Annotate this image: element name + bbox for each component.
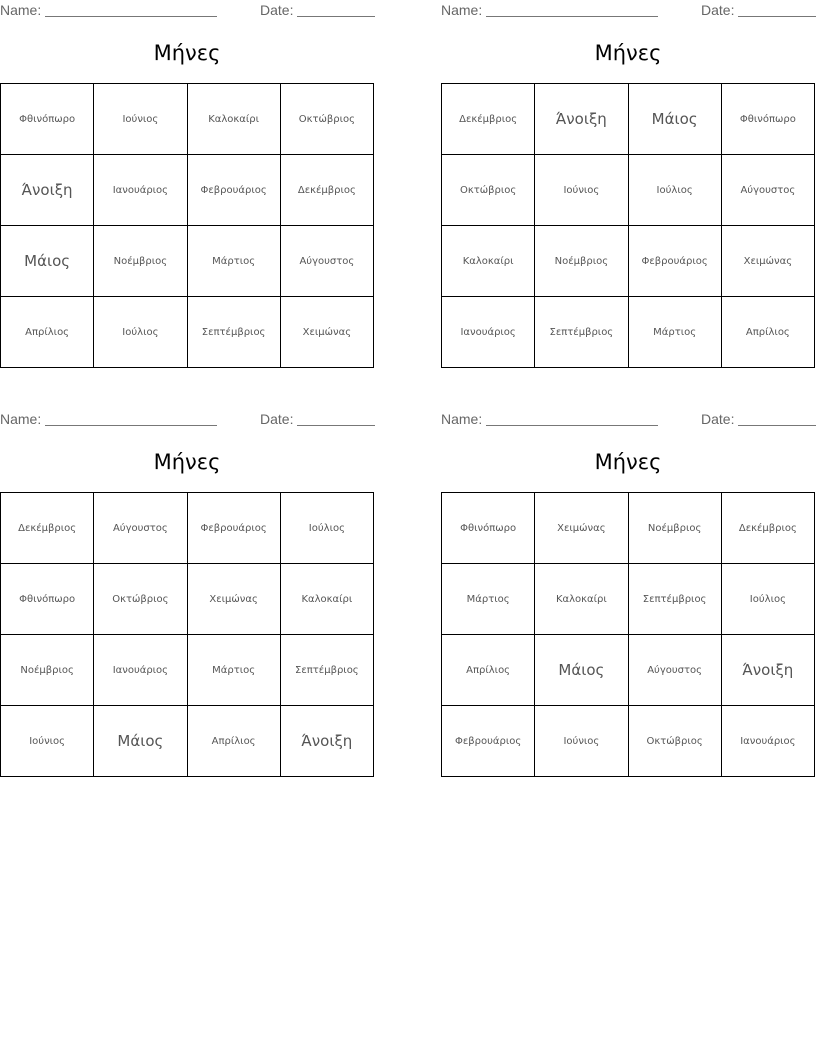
name-blank-line[interactable] — [486, 16, 658, 17]
grid-cell[interactable]: Ιανουάριος — [94, 635, 187, 706]
grid-cell[interactable]: Φθινόπωρο — [721, 84, 814, 155]
grid-row — [442, 226, 815, 297]
grid-cell[interactable]: Ιούλιος — [721, 564, 814, 635]
date-blank-line[interactable] — [297, 425, 375, 426]
grid-row — [1, 84, 374, 155]
grid-cell[interactable]: Αύγουστος — [280, 226, 373, 297]
grid-cell[interactable]: Νοέμβριος — [535, 226, 628, 297]
grid-cell[interactable]: Δεκέμβριος — [442, 84, 535, 155]
card-header — [0, 2, 376, 20]
grid-cell[interactable]: Αύγουστος — [721, 155, 814, 226]
grid-cell[interactable]: Σεπτέμβριος — [628, 564, 721, 635]
grid-cell[interactable]: Μάρτιος — [628, 297, 721, 368]
grid-cell[interactable]: Δεκέμβριος — [1, 493, 94, 564]
grid-row — [1, 564, 374, 635]
date-label: Date: — [701, 2, 735, 18]
bingo-grid — [0, 83, 374, 368]
grid-row — [442, 155, 815, 226]
grid-cell[interactable]: Φεβρουάριος — [187, 155, 280, 226]
grid-cell[interactable]: Καλοκαίρι — [442, 226, 535, 297]
grid-row — [442, 84, 815, 155]
grid-cell[interactable]: Σεπτέμβριος — [535, 297, 628, 368]
card-header — [441, 2, 816, 20]
grid-cell[interactable]: Αύγουστος — [628, 635, 721, 706]
date-blank-line[interactable] — [738, 425, 816, 426]
grid-cell[interactable]: Φεβρουάριος — [187, 493, 280, 564]
grid-cell[interactable]: Ιούλιος — [94, 297, 187, 368]
grid-cell[interactable]: Σεπτέμβριος — [280, 635, 373, 706]
grid-cell[interactable]: Απρίλιος — [1, 297, 94, 368]
grid-cell[interactable]: Φεβρουάριος — [442, 706, 535, 777]
grid-row — [1, 226, 374, 297]
grid-cell[interactable]: Ιανουάριος — [94, 155, 187, 226]
grid-cell[interactable]: Άνοιξη — [280, 706, 373, 777]
grid-cell[interactable]: Δεκέμβριος — [721, 493, 814, 564]
grid-cell[interactable]: Ιούνιος — [94, 84, 187, 155]
grid-cell[interactable]: Φθινόπωρο — [1, 564, 94, 635]
card-title: Μήνες — [153, 450, 221, 474]
name-label: Name: — [0, 2, 42, 18]
name-label: Name: — [441, 2, 483, 18]
grid-row — [1, 297, 374, 368]
grid-cell[interactable]: Φθινόπωρο — [1, 84, 94, 155]
grid-cell[interactable]: Οκτώβριος — [628, 706, 721, 777]
grid-cell[interactable]: Ιανουάριος — [721, 706, 814, 777]
date-label: Date: — [701, 411, 735, 427]
grid-row — [1, 706, 374, 777]
card-header — [0, 411, 376, 429]
grid-cell[interactable]: Απρίλιος — [721, 297, 814, 368]
name-blank-line[interactable] — [45, 16, 217, 17]
card-title: Μήνες — [153, 41, 221, 65]
grid-cell[interactable]: Ιούνιος — [535, 706, 628, 777]
grid-cell[interactable]: Χειμώνας — [280, 297, 373, 368]
date-label: Date: — [260, 411, 294, 427]
bingo-grid — [441, 492, 815, 777]
card-title: Μήνες — [594, 450, 662, 474]
grid-cell[interactable]: Άνοιξη — [721, 635, 814, 706]
grid-cell[interactable]: Νοέμβριος — [94, 226, 187, 297]
grid-cell[interactable]: Ιούλιος — [280, 493, 373, 564]
grid-cell[interactable]: Νοέμβριος — [628, 493, 721, 564]
grid-cell[interactable]: Σεπτέμβριος — [187, 297, 280, 368]
grid-cell[interactable]: Μάιος — [535, 635, 628, 706]
grid-cell[interactable]: Φεβρουάριος — [628, 226, 721, 297]
card-title: Μήνες — [594, 41, 662, 65]
date-blank-line[interactable] — [738, 16, 816, 17]
grid-cell[interactable]: Δεκέμβριος — [280, 155, 373, 226]
grid-cell[interactable]: Οκτώβριος — [94, 564, 187, 635]
grid-row — [1, 155, 374, 226]
grid-cell[interactable]: Ιανουάριος — [442, 297, 535, 368]
grid-cell[interactable]: Άνοιξη — [535, 84, 628, 155]
grid-row — [442, 564, 815, 635]
grid-cell[interactable]: Καλοκαίρι — [280, 564, 373, 635]
grid-cell[interactable]: Ιούνιος — [1, 706, 94, 777]
grid-row — [442, 297, 815, 368]
grid-cell[interactable]: Καλοκαίρι — [535, 564, 628, 635]
grid-cell[interactable]: Μάρτιος — [187, 635, 280, 706]
grid-cell[interactable]: Μάρτιος — [442, 564, 535, 635]
grid-cell[interactable]: Νοέμβριος — [1, 635, 94, 706]
grid-cell[interactable]: Φθινόπωρο — [442, 493, 535, 564]
grid-cell[interactable]: Ιούλιος — [628, 155, 721, 226]
grid-cell[interactable]: Αύγουστος — [94, 493, 187, 564]
date-label: Date: — [260, 2, 294, 18]
grid-cell[interactable]: Χειμώνας — [721, 226, 814, 297]
grid-row — [442, 706, 815, 777]
grid-cell[interactable]: Άνοιξη — [1, 155, 94, 226]
grid-row — [1, 635, 374, 706]
grid-cell[interactable]: Μάιος — [94, 706, 187, 777]
grid-row — [442, 635, 815, 706]
grid-cell[interactable]: Μάιος — [1, 226, 94, 297]
grid-cell[interactable]: Οκτώβριος — [280, 84, 373, 155]
grid-cell[interactable]: Καλοκαίρι — [187, 84, 280, 155]
grid-cell[interactable]: Χειμώνας — [535, 493, 628, 564]
bingo-grid — [441, 83, 815, 368]
bingo-grid — [0, 492, 374, 777]
date-blank-line[interactable] — [297, 16, 375, 17]
name-label: Name: — [0, 411, 42, 427]
grid-row — [442, 493, 815, 564]
grid-cell[interactable]: Μάιος — [628, 84, 721, 155]
name-blank-line[interactable] — [486, 425, 658, 426]
grid-cell[interactable]: Μάρτιος — [187, 226, 280, 297]
name-label: Name: — [441, 411, 483, 427]
card-header — [441, 411, 816, 429]
name-blank-line[interactable] — [45, 425, 217, 426]
grid-row — [1, 493, 374, 564]
grid-cell[interactable]: Απρίλιος — [187, 706, 280, 777]
grid-cell[interactable]: Απρίλιος — [442, 635, 535, 706]
grid-cell[interactable]: Ιούνιος — [535, 155, 628, 226]
grid-cell[interactable]: Χειμώνας — [187, 564, 280, 635]
grid-cell[interactable]: Οκτώβριος — [442, 155, 535, 226]
